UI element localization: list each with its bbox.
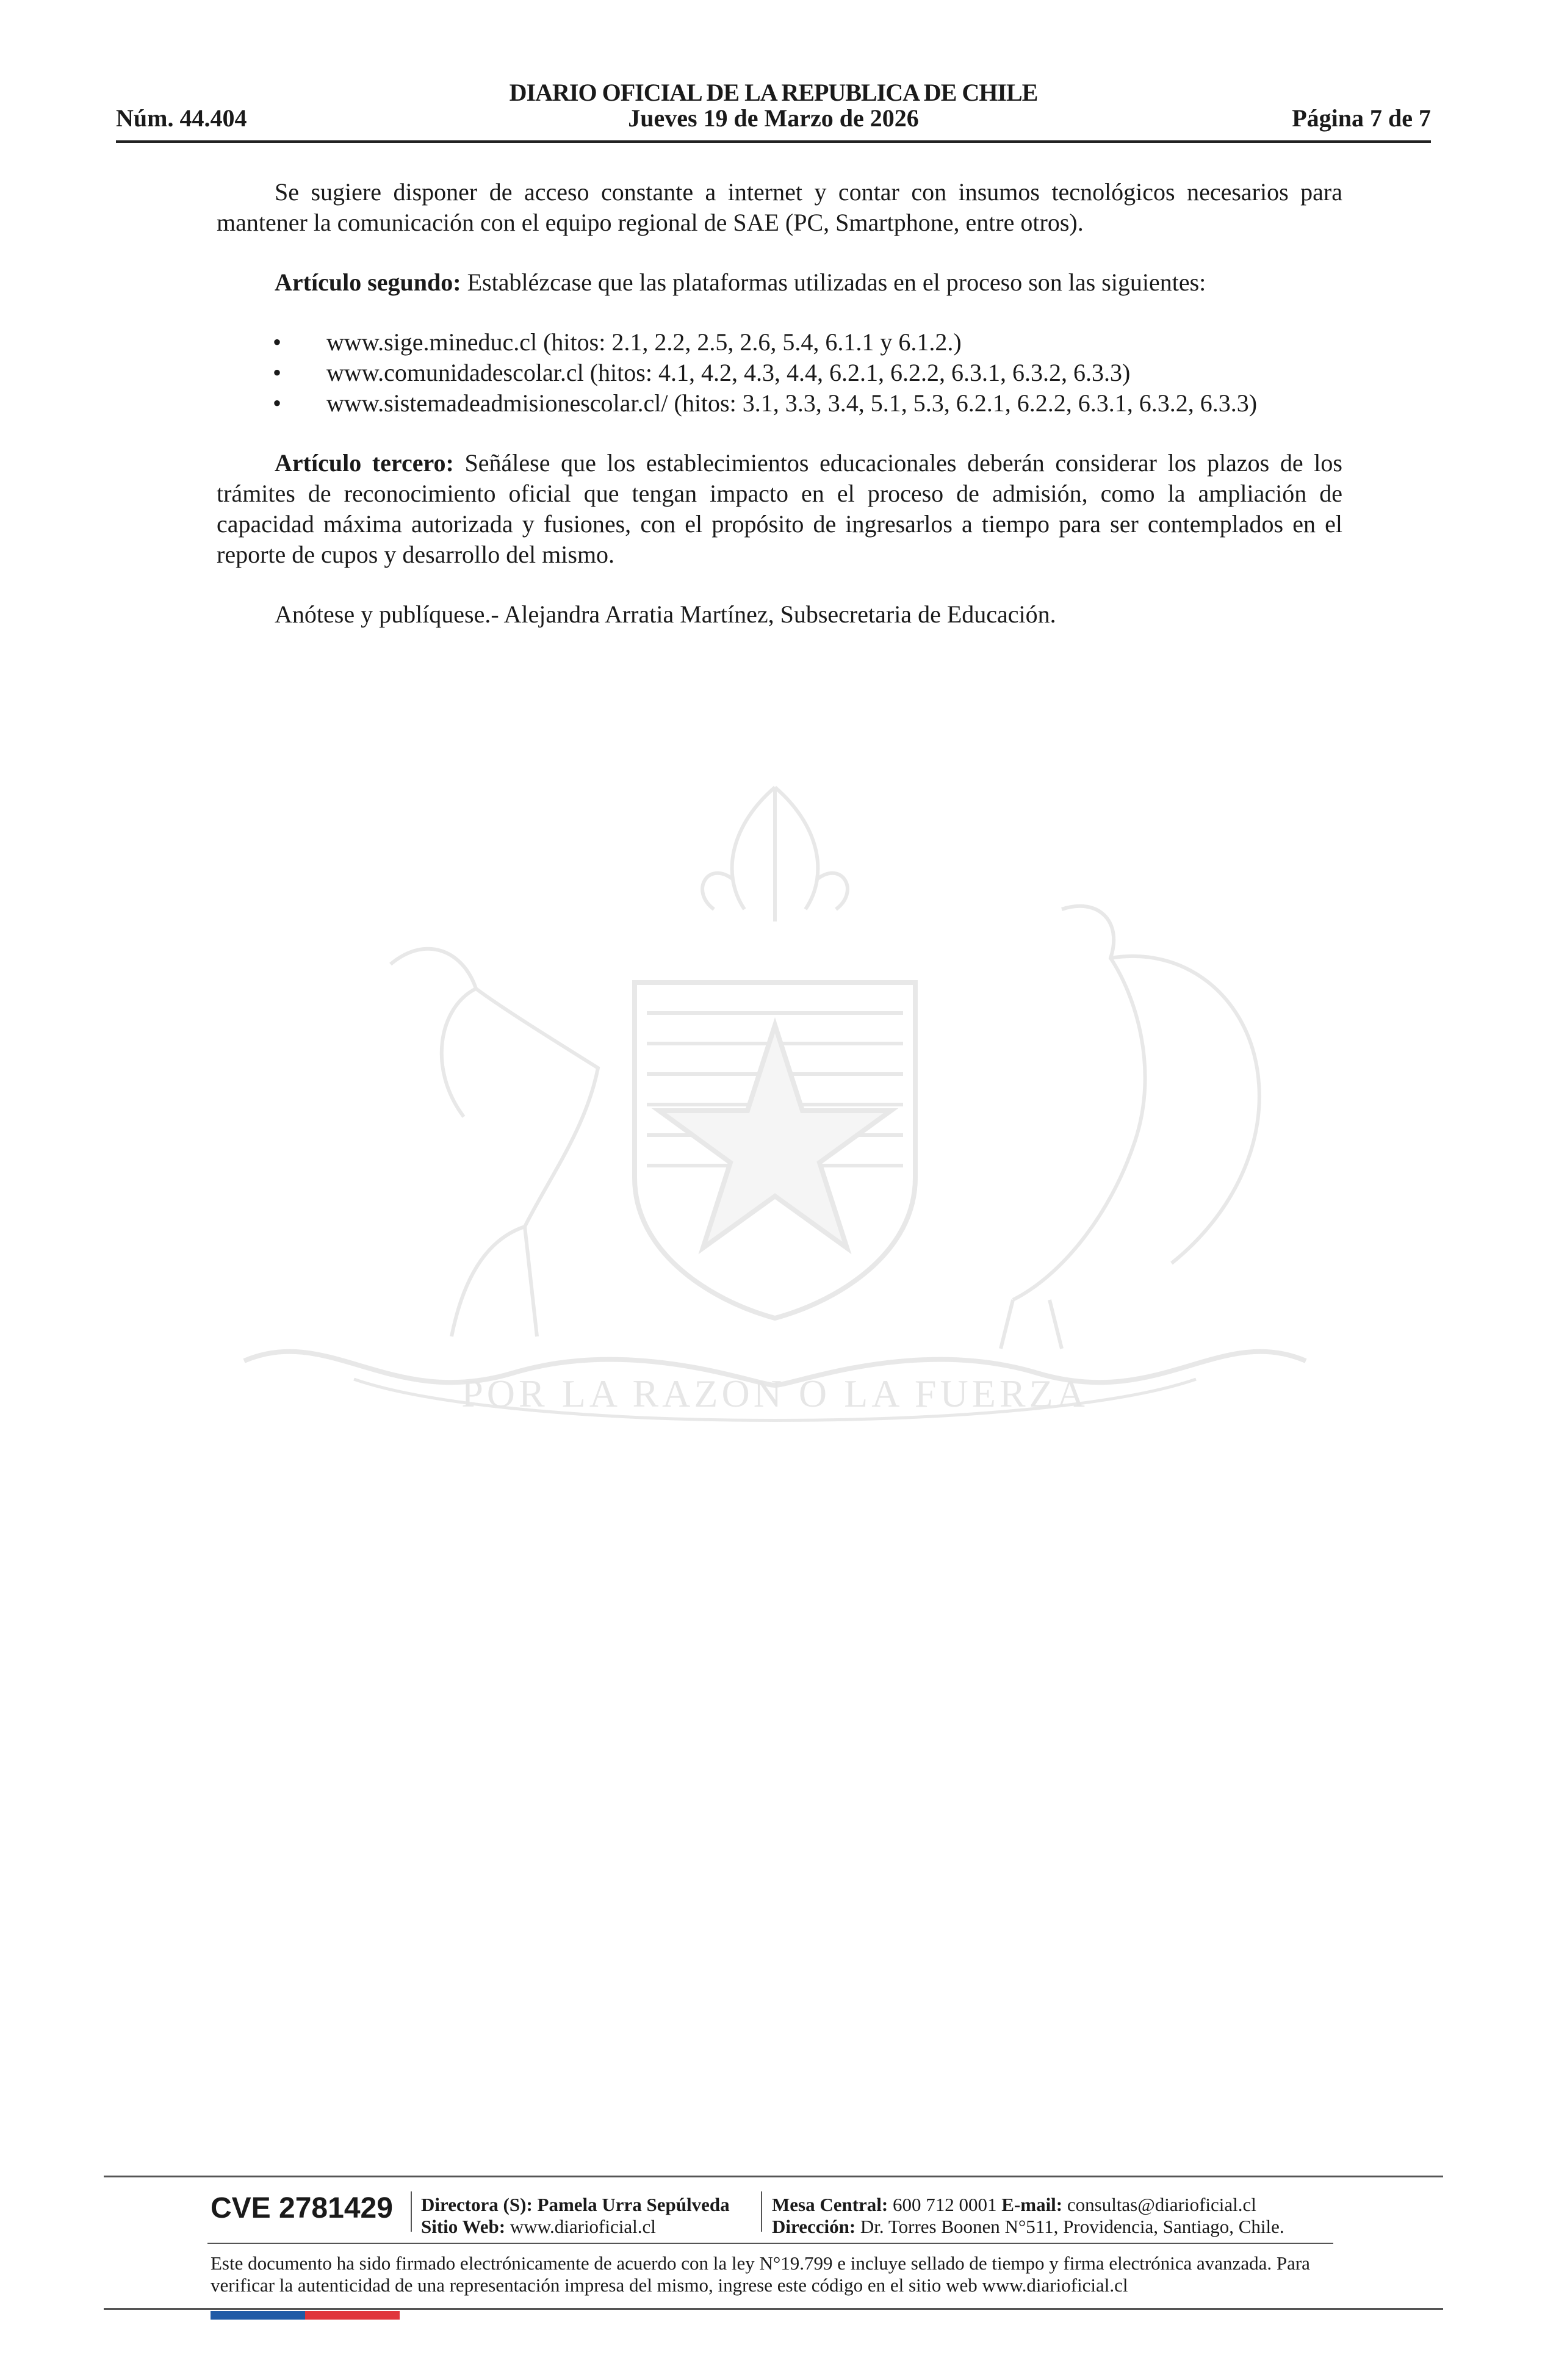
bullet-icon: • — [273, 389, 282, 417]
bullet-icon: • — [273, 328, 282, 356]
footer-divider — [411, 2191, 412, 2232]
electronic-signature-notice: Este documento ha sido firmado electrónicamente de acuerdo con la ley N°19.799 e incluye sellado de tiempo y firma electrónica avanzada. Para verificar la autenticidad de una representación impresa del mismo, ingrese este código en el sitio web www.diarioficial.cl — [211, 2252, 1310, 2296]
issue-date: Jueves 19 de Marzo de 2026 — [628, 104, 919, 132]
footer-contact-left — [421, 2194, 730, 2238]
footer-rule-top — [104, 2176, 1443, 2177]
page-number: Página 7 de 7 — [1292, 104, 1431, 132]
list-item — [217, 388, 1342, 419]
platform-entry: www.sistemadeadmisionescolar.cl/ (hitos: 3.1, 3.3, 3.4, 5.1, 5.3, 6.2.1, 6.2.2, 6.3.1, 6.3.2, 6.3.3) — [326, 389, 1258, 417]
website-line — [421, 2216, 730, 2238]
article-third — [217, 448, 1342, 570]
director-label: Directora (S): — [421, 2194, 533, 2215]
header-rule — [116, 140, 1431, 143]
signature-line: Anótese y publíquese.- Alejandra Arratia Martínez, Subsecretaria de Educación. — [275, 600, 1056, 628]
list-item — [217, 327, 1342, 358]
publication-title: DIARIO OFICIAL DE LA REPUBLICA DE CHILE — [509, 79, 1038, 106]
mesa-label: Mesa Central: — [772, 2194, 888, 2215]
address-line — [772, 2216, 1284, 2238]
platform-entry: www.comunidadescolar.cl (hitos: 4.1, 4.2, 4.3, 4.4, 6.2.1, 6.2.2, 6.3.1, 6.3.2, 6.3.3) — [326, 359, 1131, 386]
address-value: Dr. Torres Boonen N°511, Providencia, Santiago, Chile. — [855, 2216, 1284, 2237]
article-third-label: Artículo tercero: — [275, 449, 454, 477]
coat-of-arms-motto: POR LA RAZON O LA FUERZA — [461, 1372, 1089, 1415]
article-second-text: Establézcase que las plataformas utilizadas en el proceso son las siguientes: — [461, 269, 1206, 296]
footer-contact-right — [772, 2194, 1284, 2238]
page-header — [116, 73, 1431, 146]
footer-rule-bottom — [104, 2308, 1443, 2310]
article-second — [217, 267, 1342, 298]
cve-code: CVE 2781429 — [211, 2192, 393, 2224]
coat-of-arms-watermark — [207, 751, 1342, 1544]
email-link[interactable]: consultas@diarioficial.cl — [1062, 2194, 1256, 2215]
platform-list — [217, 327, 1342, 419]
director-line — [421, 2194, 730, 2216]
website-link[interactable]: www.diarioficial.cl — [505, 2216, 656, 2237]
paragraph-connectivity: Se sugiere disponer de acceso constante a internet y contar con insumos tecnológicos necesarios para mantener la comunicación con el equipo regional de SAE (PC, Smartphone, entre otros). — [217, 178, 1342, 236]
phone-email-line — [772, 2194, 1284, 2216]
list-item — [217, 358, 1342, 388]
page-footer — [104, 2176, 1443, 2322]
platform-entry: www.sige.mineduc.cl (hitos: 2.1, 2.2, 2.5, 2.6, 5.4, 6.1.1 y 6.1.2.) — [326, 328, 962, 356]
footer-divider — [761, 2191, 762, 2232]
issue-number: Núm. 44.404 — [116, 104, 247, 132]
address-label: Dirección: — [772, 2216, 856, 2237]
bullet-icon: • — [273, 359, 282, 386]
flag-bar-blue — [211, 2311, 305, 2320]
document-body — [217, 177, 1342, 659]
footer-rule-middle — [207, 2243, 1333, 2244]
director-name: Pamela Urra Sepúlveda — [532, 2194, 730, 2215]
mesa-value: 600 712 0001 — [888, 2194, 1002, 2215]
website-label: Sitio Web: — [421, 2216, 506, 2237]
flag-bar-red — [305, 2311, 400, 2320]
email-label: E-mail: — [1001, 2194, 1063, 2215]
article-third-text: Señálese que los establecimientos educacionales deberán considerar los plazos de los trámites de reconocimiento oficial que tengan impacto en el proceso de admisión, como la ampliación de capacidad máxima autorizada y fusiones, con el propósito de ingresarlos a tiempo para ser contemplados en el reporte de cupos y desarrollo del mismo. — [217, 449, 1342, 568]
article-second-label: Artículo segundo: — [275, 269, 461, 296]
